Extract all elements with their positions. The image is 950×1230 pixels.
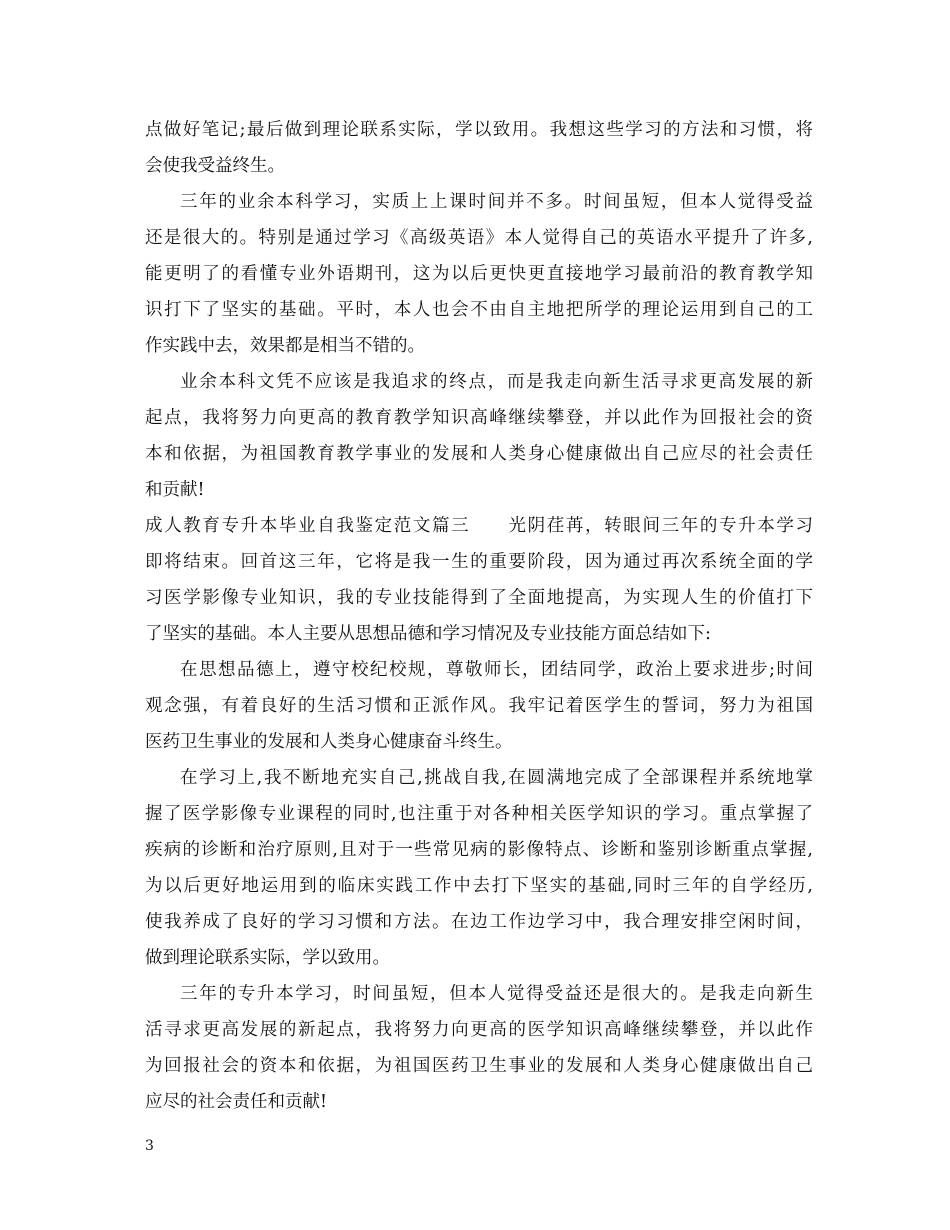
text-line: 会使我受益终生。 xyxy=(145,156,285,176)
section-heading-line: 成人教育专升本毕业自我鉴定范文篇三 光阴荏苒，转眼间三年的专升本学习 xyxy=(145,516,813,536)
text-line: 点做好笔记;最后做到理论联系实际，学以致用。我想这些学习的方法和习惯，将 xyxy=(145,120,813,140)
text-line: 习医学影像专业知识，我的专业技能得到了全面地提高，为实现人生的价值打下 xyxy=(145,588,813,608)
text-line: 应尽的社会责任和贡献! xyxy=(145,1092,328,1112)
text-line: 识打下了坚实的基础。平时，本人也会不由自主地把所学的理论运用到自己的工 xyxy=(145,300,813,320)
text-line: 三年的专升本学习，时间虽短，但本人觉得受益还是很大的。是我走向新生 xyxy=(180,984,813,1004)
text-line: 即将结束。回首这三年，它将是我一生的重要阶段，因为通过再次系统全面的学 xyxy=(145,552,813,572)
text-line: 使我养成了良好的学习习惯和方法。在边工作边学习中，我合理安排空闲时间， xyxy=(145,912,813,932)
text-line: 作实践中去，效果都是相当不错的。 xyxy=(145,336,425,356)
text-line: 在思想品德上，遵守校纪校规，尊敬师长，团结同学，政治上要求进步;时间 xyxy=(180,660,813,680)
text-line: 疾病的诊断和治疗原则,且对于一些常见病的影像特点、诊断和鉴别诊断重点掌握, xyxy=(145,840,813,860)
text-line: 本和依据，为祖国教育教学事业的发展和人类身心健康做出自己应尽的社会责任 xyxy=(145,444,813,464)
page-number: 3 xyxy=(145,1138,154,1154)
text-line: 三年的业余本科学习，实质上上课时间并不多。时间虽短，但本人觉得受益 xyxy=(180,192,813,212)
text-line: 活寻求更高发展的新起点，我将努力向更高的医学知识高峰继续攀登，并以此作 xyxy=(145,1020,813,1040)
text-line: 观念强，有着良好的生活习惯和正派作风。我牢记着医学生的誓词，努力为祖国 xyxy=(145,696,813,716)
text-line: 医药卫生事业的发展和人类身心健康奋斗终生。 xyxy=(145,732,513,752)
text-line: 为回报社会的资本和依据，为祖国医药卫生事业的发展和人类身心健康做出自己 xyxy=(145,1056,813,1076)
text-line: 了坚实的基础。本人主要从思想品德和学习情况及专业技能方面总结如下: xyxy=(145,624,711,644)
text-line: 能更明了的看懂专业外语期刊，这为以后更快更直接地学习最前沿的教育教学知 xyxy=(145,264,813,284)
text-line: 业余本科文凭不应该是我追求的终点，而是我走向新生活寻求更高发展的新 xyxy=(180,372,813,392)
document-body xyxy=(145,112,813,1120)
text-line: 起点，我将努力向更高的教育教学知识高峰继续攀登，并以此作为回报社会的资 xyxy=(145,408,813,428)
text-line: 还是很大的。特别是通过学习《高级英语》本人觉得自己的英语水平提升了许多, xyxy=(145,228,813,248)
text-line: 做到理论联系实际，学以致用。 xyxy=(145,948,390,968)
text-line: 为以后更好地运用到的临床实践工作中去打下坚实的基础,同时三年的自学经历, xyxy=(145,876,813,896)
text-line: 握了医学影像专业课程的同时,也注重于对各种相关医学知识的学习。重点掌握了 xyxy=(145,804,813,824)
text-line: 在学习上,我不断地充实自己,挑战自我,在圆满地完成了全部课程并系统地掌 xyxy=(180,768,813,788)
text-line: 和贡献! xyxy=(145,480,205,500)
